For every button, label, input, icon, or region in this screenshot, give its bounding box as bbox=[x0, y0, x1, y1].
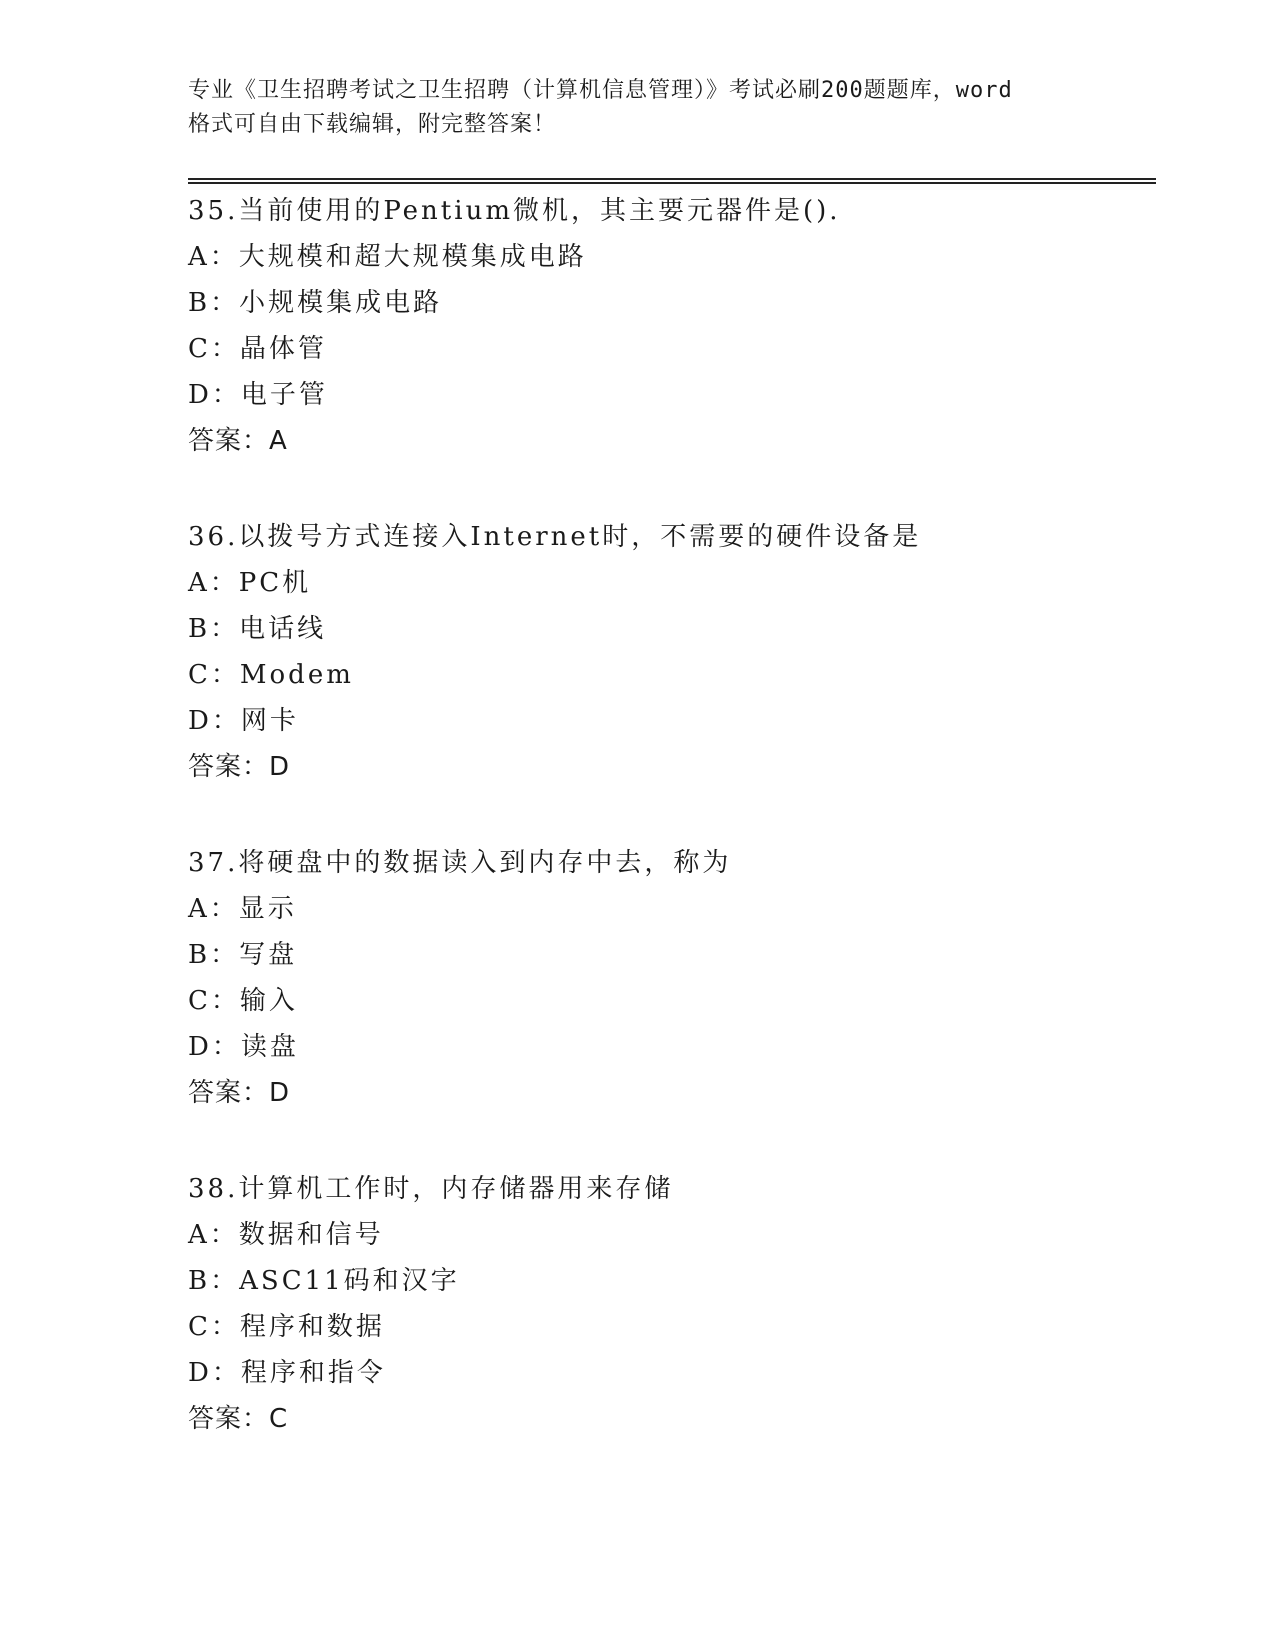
option-a: A：PC机 bbox=[188, 568, 312, 598]
header-line-1: 专业《卫生招聘考试之卫生招聘（计算机信息管理）》考试必刷200题题库，word bbox=[188, 78, 1013, 103]
answer-line: 答案：A bbox=[188, 426, 288, 456]
option-d: D：网卡 bbox=[188, 706, 299, 736]
question-35 bbox=[188, 188, 1156, 464]
question-stem: 35.当前使用的Pentium微机，其主要元器件是(). bbox=[188, 196, 841, 226]
question-36 bbox=[188, 514, 1156, 790]
option-a: A：数据和信号 bbox=[188, 1220, 384, 1250]
option-b: B：小规模集成电路 bbox=[188, 288, 443, 318]
option-d: D：读盘 bbox=[188, 1032, 299, 1062]
header-divider bbox=[188, 178, 1156, 184]
header-line-2: 格式可自由下载编辑，附完整答案！ bbox=[188, 112, 557, 137]
option-d: D：程序和指令 bbox=[188, 1358, 386, 1388]
option-a: A：显示 bbox=[188, 894, 297, 924]
question-38 bbox=[188, 1166, 1156, 1442]
answer-line: 答案：D bbox=[188, 752, 291, 782]
option-d: D：电子管 bbox=[188, 380, 328, 410]
option-a: A：大规模和超大规模集成电路 bbox=[188, 242, 587, 272]
document-header bbox=[188, 74, 1088, 142]
option-c: C：程序和数据 bbox=[188, 1312, 385, 1342]
answer-line: 答案：D bbox=[188, 1078, 291, 1108]
option-c: C：输入 bbox=[188, 986, 298, 1016]
question-37 bbox=[188, 840, 1156, 1116]
option-b: B：电话线 bbox=[188, 614, 327, 644]
option-c: C：晶体管 bbox=[188, 334, 327, 364]
question-stem: 38.计算机工作时，内存储器用来存储 bbox=[188, 1174, 674, 1204]
question-list bbox=[188, 188, 1156, 1492]
question-stem: 36.以拨号方式连接入Internet时，不需要的硬件设备是 bbox=[188, 522, 922, 552]
question-stem: 37.将硬盘中的数据读入到内存中去，称为 bbox=[188, 848, 732, 878]
option-b: B：ASC11码和汉字 bbox=[188, 1266, 460, 1296]
option-b: B：写盘 bbox=[188, 940, 298, 970]
answer-line: 答案：C bbox=[188, 1404, 289, 1434]
option-c: C：Modem bbox=[188, 660, 354, 690]
